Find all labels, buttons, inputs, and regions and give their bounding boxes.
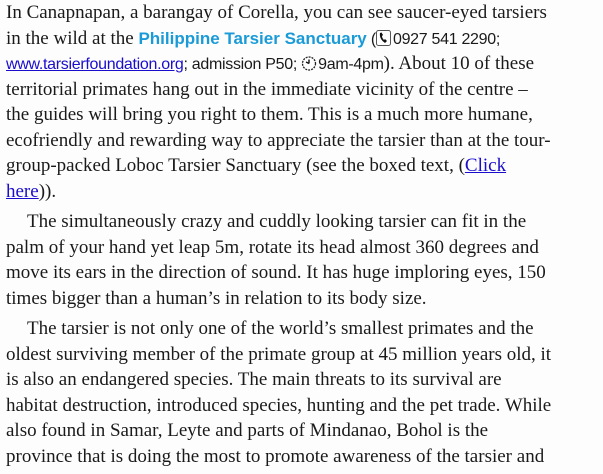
text-line: territorial primates hang out in the immediate vicinity of the centre – (6, 78, 528, 100)
paragraph-2 (6, 209, 603, 311)
text: ( (366, 30, 376, 48)
text-line: The simultaneously crazy and cuddly looking tarsier can fit in the (27, 211, 527, 232)
text-line (6, 51, 603, 77)
phone-icon (376, 28, 391, 44)
text-line: In Canapnapan, a barangay of Corella, you can see saucer-eyed tarsiers (6, 2, 547, 23)
text-line: ecofriendly and rewarding way to appreciate the tarsier than at the tour- (6, 129, 551, 151)
text-line: habitat destruction, introduced species, hunting and the pet trade. While (6, 394, 552, 416)
text-line: times bigger than a human’s in relation to its body size. (6, 287, 427, 309)
text-line: The tarsier is not only one of the world’s smallest primates and the (27, 318, 534, 339)
text-line: oldest surviving member of the primate group at 45 million years old, it (6, 343, 552, 365)
article-body (6, 0, 603, 474)
text-line (6, 26, 603, 52)
text-line: move its ears in the direction of sound. It has huge imploring eyes, 150 (6, 262, 546, 283)
paragraph-3 (6, 316, 603, 469)
text-line: palm of your hand yet leap 5m, rotate its head almost 360 degrees and (6, 236, 539, 258)
text-line: the guides will bring you right to them. This is a much more humane, (6, 104, 533, 125)
sanctuary-name: Philippine Tarsier Sanctuary (138, 28, 367, 48)
text: in the wild at the (6, 27, 139, 49)
website-link[interactable]: www.tarsierfoundation.org (6, 56, 184, 73)
text: ). About 10 of these (383, 53, 535, 74)
text: group-packed Loboc Tarsier Sanctuary (see the boxed text, ( (6, 155, 465, 176)
text-line: also found in Samar, Leyte and parts of Mindanao, Bohol is the (6, 420, 489, 441)
text-line (6, 179, 603, 205)
text-line (6, 153, 603, 179)
text-line: province that is doing the most to promote awareness of the tarsier and (6, 445, 545, 467)
text-line: is also an endangered species. The main threats to its survival are (6, 369, 502, 390)
clock-icon (301, 53, 316, 69)
paragraph-1 (6, 0, 603, 204)
text: )). (38, 180, 57, 202)
opening-hours: 9am-4pm (318, 56, 384, 73)
click-here-link-cont[interactable]: here (6, 180, 39, 202)
admission-text: ; admission P50; (183, 56, 302, 73)
phone-number: 0927 541 2290; (392, 30, 500, 48)
click-here-link[interactable]: Click (464, 155, 507, 176)
